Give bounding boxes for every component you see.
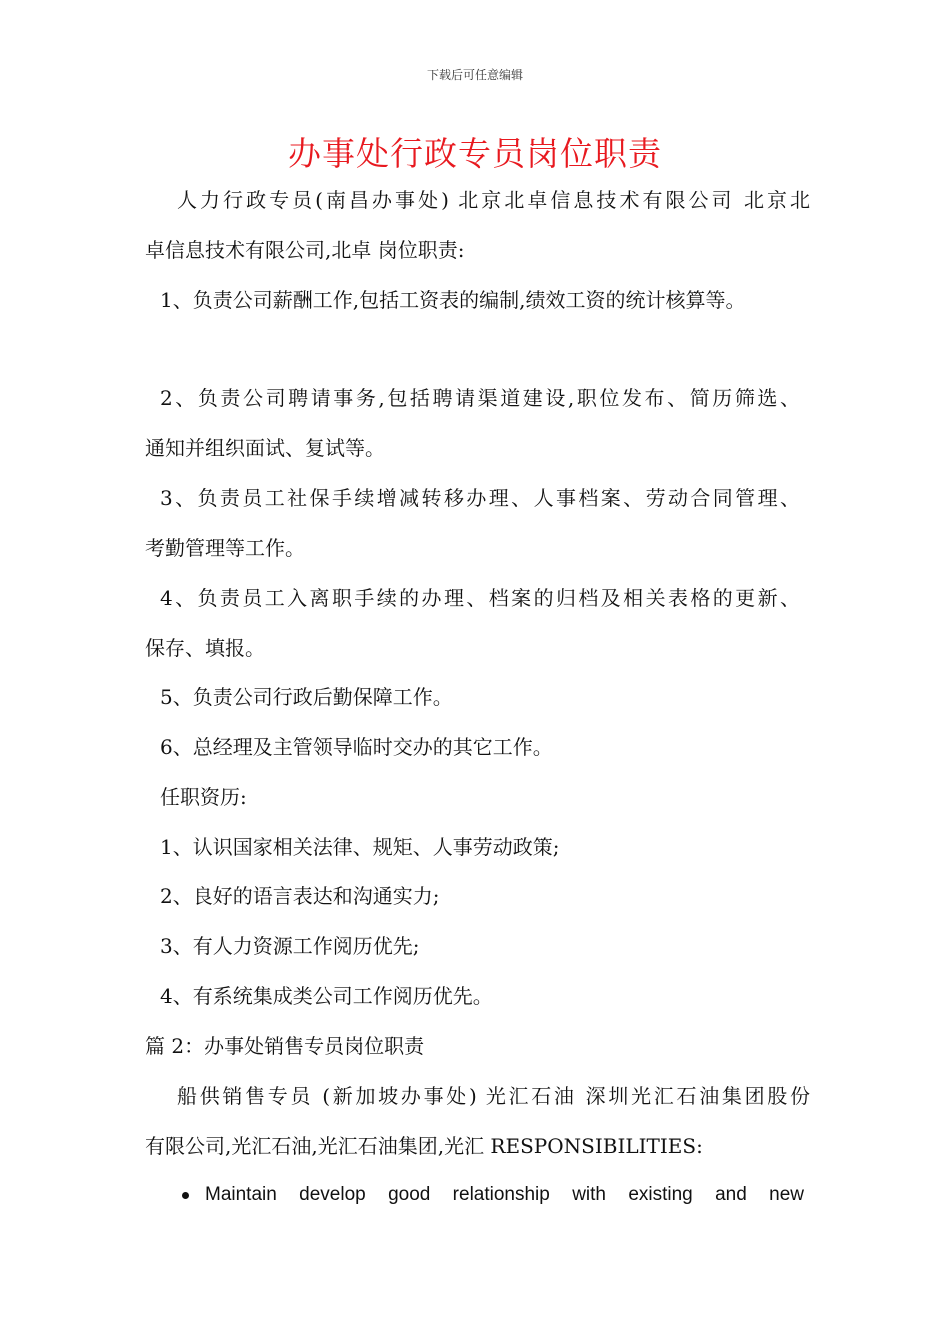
responsibility-bullet-1-text: Maintain develop good relationship with existing and new (205, 1184, 804, 1205)
duty-item-2-line-1: 2、负责公司聘请事务,包括聘请渠道建设,职位发布、简历筛选、 (160, 386, 800, 410)
bullet-dot-icon (182, 1192, 189, 1199)
duty-item-3-line-2: 考勤管理等工作。 (145, 536, 305, 560)
qualification-item-2: 2、良好的语言表达和沟通实力; (160, 884, 440, 908)
document-title: 办事处行政专员岗位职责 (288, 134, 662, 173)
duty-item-2-line-2: 通知并组织面试、复试等。 (145, 436, 385, 460)
qualification-item-1: 1、认识国家相关法律、规矩、人事劳动政策; (160, 835, 560, 859)
duty-item-5: 5、负责公司行政后勤保障工作。 (160, 685, 453, 709)
section-2-heading: 篇 2：办事处销售专员岗位职责 (145, 1034, 425, 1058)
responsibility-bullet-1 (182, 1181, 804, 1209)
duty-item-6: 6、总经理及主管领导临时交办的其它工作。 (160, 735, 553, 759)
section-2-intro-line-2: 有限公司,光汇石油,光汇石油集团,光汇 RESPONSIBILITIES: (145, 1134, 703, 1158)
intro-line-1: 人力行政专员(南昌办事处) 北京北卓信息技术有限公司 北京北 (177, 188, 810, 212)
duty-item-4-line-1: 4、负责员工入离职手续的办理、档案的归档及相关表格的更新、 (160, 586, 800, 610)
duty-item-1: 1、负责公司薪酬工作,包括工资表的编制,绩效工资的统计核算等。 (160, 288, 746, 312)
qualifications-heading: 任职资历: (160, 785, 247, 809)
qualification-item-4: 4、有系统集成类公司工作阅历优先。 (160, 984, 493, 1008)
intro-line-2: 卓信息技术有限公司,北卓 岗位职责: (145, 238, 465, 262)
section-2-intro-line-1: 船供销售专员 (新加坡办事处) 光汇石油 深圳光汇石油集团股份 (177, 1084, 810, 1108)
duty-item-4-line-2: 保存、填报。 (145, 636, 265, 660)
qualification-item-3: 3、有人力资源工作阅历优先; (160, 934, 420, 958)
duty-item-3-line-1: 3、负责员工社保手续增减转移办理、人事档案、劳动合同管理、 (160, 486, 800, 510)
header-note: 下载后可任意编辑 (426, 68, 523, 82)
